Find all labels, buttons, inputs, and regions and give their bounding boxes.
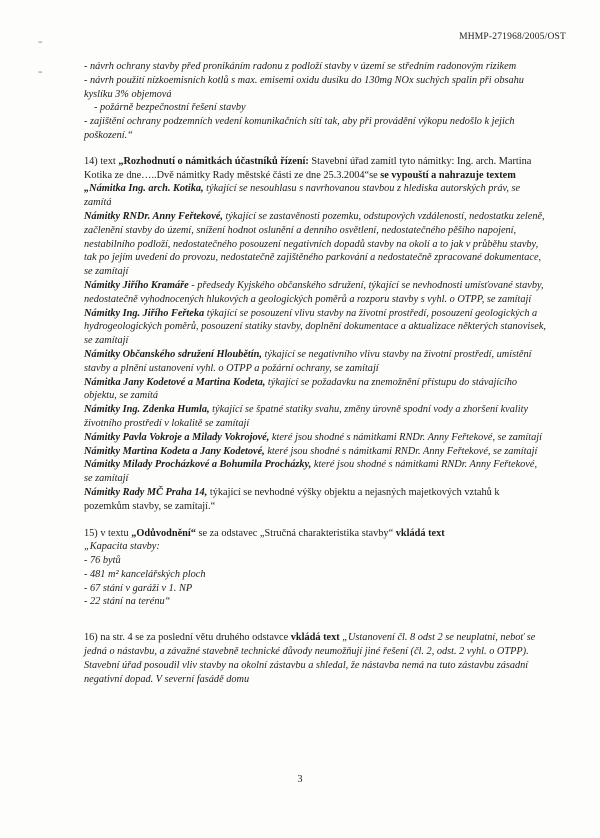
capacity-label: „Kapacita stavby: xyxy=(84,541,160,553)
page-number: 3 xyxy=(297,774,303,785)
item-16-paragraph: 16) na str. 4 se za poslední větu druhého odstavce vkládá text „Ustanovení čl. 8 odst 2 se neuplatní, neboť se jedná o nástavbu, a závažné stavebně technické důvody neumožňují jiné řešení (čl. 2, odst. 2 vyhl. o OTPP). Stavební úřad posoudil vliv stavby na okolní zástavbu a shledal, že nástavba nemá na tuto zástavbu zásadní negativní dopad. V severní fasádě domu xyxy=(84,632,536,685)
margin-mark: = xyxy=(38,68,43,77)
item-14-replace-instruction: se vypouští a nahrazuje textem xyxy=(380,169,516,181)
objection-item: Námitky Milady Procházkové a Bohumila Procházky, které jsou shodné s námitkami RNDr. Anny Feřtekové, se zamítají xyxy=(84,459,538,485)
objection-item: Námitky Martina Kodeta a Jany Kodetové, které jsou shodné s námitkami RNDr. Anny Feřtekové, se zamítají xyxy=(84,445,538,457)
objection-item: Námitky Občanského sdružení Hloubětín, týkající se negativního vlivu stavby na životní prostředí, umístění stavby a plnění ustanovení vyhl. o OTPP a požární ochrany, se zamítají xyxy=(84,348,532,374)
item-15-number: 15) xyxy=(84,527,98,539)
capacity-line: - 67 stání v garáži v 1. NP xyxy=(84,582,193,594)
objection-item: Námitky Ing. Zdenka Humla, týkající se špatné statiky svahu, změny úrovně spodní vody a zhoršení kvality životního prostředí v lokalitě se zamítají xyxy=(84,404,529,429)
item-16-number: 16) xyxy=(84,632,98,644)
item-14-intro: 14) text „Rozhodnutí o námitkách účastníků řízení: Stavební úřad zamítl tyto námitky: Ing. arch. Martina Kotika ze dne…..Dvě námitky Rady městské části ze dne 25.3.2004“se se vypouští a nahrazuje textem „Námitka Ing. arch. Kotika, týkající se nesouhlasu s navrhovanou stavbou z hlediska autorských práv, se zamítá xyxy=(84,155,532,209)
objection-item: Námitky RNDr. Anny Feřtekové, týkající se zastavěnosti pozemku, odstupových vzdáleností, nedostatku zeleně, začlenění stavby do území, snížení hodnot oslunění a denního osvětlení, nedostatečného pěšího napojení, nestabilního podloží, nedostatečného posouzení negativních dopadů stavby na okolí a to jak v průběhu stavby, tak po jejím uvedení do provozu, nedostatečně zajištěného parkování a nedostatečně zpracované dokumentace, se zamítají xyxy=(84,210,545,278)
document-reference-number: MHMP-271968/2005/OST xyxy=(459,32,566,42)
item-14-number: 14) xyxy=(84,155,98,167)
bullet-boilers: - návrh použití nízkoemisních kotlů s max. emisemi oxidu dusíku do 130mg NOx suchých spalin při obsahu kyslíku 3% objemová xyxy=(84,74,524,100)
capacity-line: - 481 m² kancelářských ploch xyxy=(84,568,206,580)
item-15-intro: 15) v textu „Odůvodnění“ se za odstavec „Stručná charakteristika stavby“ vkládá text xyxy=(84,527,445,539)
objection-item: Námitky Pavla Vokroje a Milady Vokrojové, které jsou shodné s námitkami RNDr. Anny Feřtekové, se zamítají xyxy=(84,431,542,443)
objection-item: Námitky Jiřího Kramáře - předsedy Kyjského občanského sdružení, týkající se nevhodnosti umísťované stavby, nedostatečně vyhodnocených hlukových a geologických poměrů a rozporu stavby s vyhl. o OTPP, se zamítají xyxy=(84,279,544,305)
bullet-networks: - zajištění ochrany podzemních vedení komunikačních sítí tak, aby při provádění výkopu nedošlo k jejich poškození.“ xyxy=(84,116,515,141)
objection-item: Námitka Jany Kodetové a Martina Kodeta, týkající se požadavku na znemožnění přístupu do stávajícího objektu, se zamítá xyxy=(84,376,518,402)
objection-item-last: Námitky Rady MČ Praha 14, týkající se nevhodné výšky objektu a nejasných majetkových vztahů k pozemkům stavby, se zamítají.“ xyxy=(84,486,500,512)
objection-item: Námitky Ing. Jiřího Feřteka týkající se posouzení vlivu stavby na životní prostředí, posouzení geologických a hydrogeologických poměrů, posouzení statiky stavby, doplnění dokumentace a aktualizace některých stanovisek, se zamítají xyxy=(84,307,546,347)
item-14-heading: „Rozhodnutí o námitkách účastníků řízení: xyxy=(118,155,309,167)
document-body xyxy=(84,60,546,686)
capacity-line: - 22 stání na terénu“ xyxy=(84,596,171,608)
bullet-radon: - návrh ochrany stavby před pronikáním radonu z podloží stavby v území se středním radonovým rizikem xyxy=(84,61,517,72)
margin-mark: = xyxy=(38,38,43,47)
bullet-fire-safety: - požárně bezpečnostní řešení stavby xyxy=(94,102,246,114)
capacity-line: - 76 bytů xyxy=(84,555,121,567)
